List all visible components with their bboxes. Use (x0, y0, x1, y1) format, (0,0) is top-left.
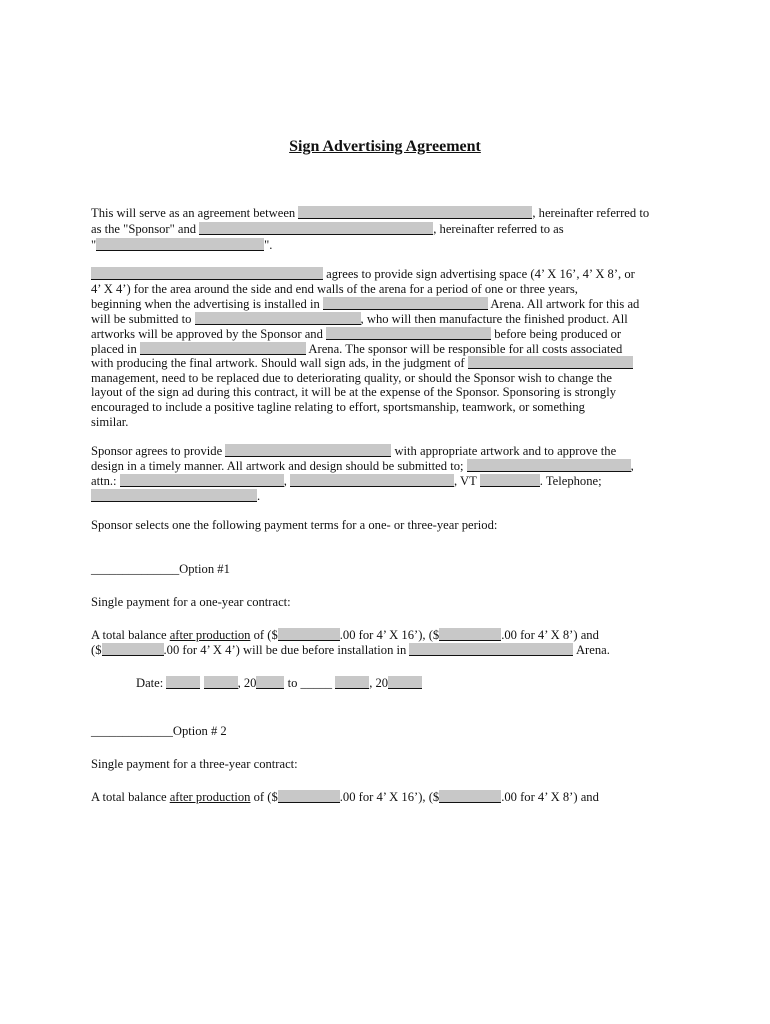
para1-line2: as the "Sponsor" and , hereinafter referred to as (91, 222, 564, 236)
para2-line3: beginning when the advertising is installed in Arena. All artwork for this ad (91, 297, 640, 311)
para1-line1: This will serve as an agreement between , hereinafter referred to (91, 206, 650, 220)
payment-intro: Sponsor selects one the following payment terms for a one- or three-year period: (91, 518, 498, 532)
sponsor-field[interactable] (91, 267, 323, 280)
para2-line6: placed in Arena. The sponsor will be responsible for all costs associated (91, 342, 623, 356)
document-title: Sign Advertising Agreement (289, 138, 481, 155)
para2-line11: similar. (91, 415, 129, 429)
para2-line9: layout of the sign ad during this contract, it will be at the expense of the Sponsor. Sponsoring is strongly (91, 385, 617, 399)
para3-line2: design in a timely manner. All artwork and design should be submitted to; , (91, 459, 634, 473)
para2-line7: with producing the final artwork. Should wall sign ads, in the judgment of (91, 356, 633, 371)
option2-label: Option # 2 (172, 724, 227, 738)
option1-line2: ($ .00 for 4’ X 4’) will be due before installation in Arena. (91, 643, 610, 657)
approver-field[interactable] (326, 327, 491, 340)
start-day-field[interactable] (204, 676, 238, 689)
para2-line5: artworks will be approved by the Sponsor and before being produced or (91, 327, 622, 341)
end-day-field[interactable] (335, 676, 369, 689)
para2-line1: agrees to provide sign advertising space (4’ X 16’, 4’ X 8’, or (91, 267, 635, 282)
submit-to-field[interactable] (467, 459, 631, 472)
start-month-field[interactable] (166, 676, 200, 689)
management-field[interactable] (468, 356, 633, 369)
price-4-field[interactable] (102, 643, 164, 656)
provider-field[interactable] (225, 444, 391, 457)
attn-field[interactable] (120, 474, 284, 487)
para2-line2: 4’ X 4’) for the area around the side and end walls of the arena for a period of one or three years, (91, 282, 578, 296)
para2-line4: will be submitted to , who will then manufacture the finished product. All (91, 312, 628, 326)
manufacturer-field[interactable] (195, 312, 361, 325)
option2-line (91, 724, 227, 739)
option2-checkbox-blank[interactable]: _____________ (91, 724, 173, 738)
para3-line1: Sponsor agrees to provide with appropriate artwork and to approve the (91, 444, 617, 458)
para1-line3: " ". (91, 238, 273, 252)
price-16-field[interactable] (278, 628, 340, 641)
option2-line1: A total balance after production of ($ .00 for 4’ X 16’), ($ .00 for 4’ X 8’) and (91, 790, 599, 804)
option2-price-16-field[interactable] (278, 790, 340, 803)
organization-alias-field[interactable] (96, 238, 264, 251)
end-year-field[interactable] (388, 676, 422, 689)
option1-date-line: Date: , 20 to _____ , 20 (136, 676, 422, 691)
option1-checkbox-blank[interactable]: ______________ (91, 562, 180, 576)
option1-label: Option #1 (179, 562, 230, 576)
sponsor-name-field[interactable] (298, 206, 532, 219)
start-year-field[interactable] (256, 676, 284, 689)
para3-line3: attn.: , , VT . Telephone; (91, 474, 602, 488)
option1-line (91, 562, 230, 577)
organization-name-field[interactable] (199, 222, 433, 235)
zip-field[interactable] (480, 474, 540, 487)
para2-line10: encouraged to include a positive tagline relating to effort, sportsmanship, teamwork, or something (91, 400, 585, 414)
city-field[interactable] (290, 474, 454, 487)
placement-arena-field[interactable] (140, 342, 306, 355)
para3-line4: . (91, 489, 260, 504)
arena-name-field[interactable] (323, 297, 488, 310)
option1-heading: Single payment for a one-year contract: (91, 595, 291, 609)
option1-line1: A total balance after production of ($ .00 for 4’ X 16’), ($ .00 for 4’ X 8’) and (91, 628, 599, 642)
telephone-field[interactable] (91, 489, 257, 502)
option2-heading: Single payment for a three-year contract: (91, 757, 298, 771)
para2-line8: management, need to be replaced due to deteriorating quality, or should the Sponsor wish to change the (91, 371, 612, 385)
price-8-field[interactable] (439, 628, 501, 641)
installation-arena-field[interactable] (409, 643, 573, 656)
option2-price-8-field[interactable] (439, 790, 501, 803)
